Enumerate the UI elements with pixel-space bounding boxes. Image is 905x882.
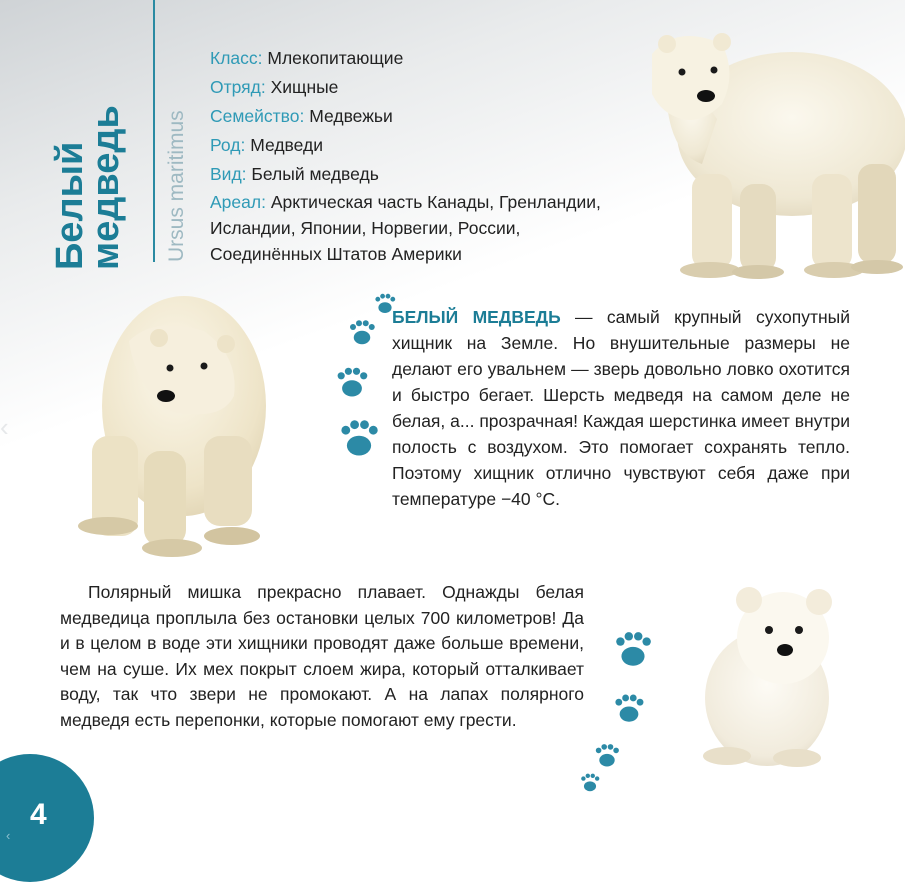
classification-row: Семейство: Медвежьи xyxy=(210,106,393,126)
page-title xyxy=(49,105,127,270)
page-number: 4 xyxy=(30,798,47,831)
description-lead: БЕЛЫЙ МЕДВЕДЬ xyxy=(392,307,561,327)
classification-list xyxy=(210,44,610,267)
paw-print-icon xyxy=(612,690,646,728)
paw-print-icon xyxy=(592,742,622,770)
title-divider xyxy=(153,0,155,262)
classification-row: Вид: Белый медведь xyxy=(210,164,379,184)
latin-name: Ursus maritimus xyxy=(165,110,188,262)
swimming-paragraph: Полярный мишка прекрасно плавает. Однажды белая медведица проплыла без остановки целых 700 километров! Да и в целом в воде эти хищники проводят даже больше времени, чем на суше. Их мех покрыт слоем жира, который отталкивает воду, так что звери не промокают. А на лапах полярного медведя есть перепонки, которые помогают ему грести. xyxy=(60,582,584,730)
description-paragraph xyxy=(392,304,850,512)
classification-row: Ареал: Арктическая часть Канады, Гренландии, Исландии, Японии, Норвегии, России, Соединённых Штатов Америки xyxy=(210,192,601,264)
bear-cub-image xyxy=(697,578,835,768)
classification-row: Род: Медведи xyxy=(210,135,323,155)
paw-print-icon xyxy=(334,365,370,401)
polar-bear-image xyxy=(622,24,905,280)
paw-print-icon xyxy=(347,318,377,348)
paw-print-icon xyxy=(612,626,654,674)
classification-row: Отряд: Хищные xyxy=(210,77,339,97)
page-title-line1: Белый xyxy=(49,141,91,270)
description-text: — самый крупный сухопутный хищник на Земле. Но внушительные размеры не делают его увальнем — зверь довольно ловко охотится и быстро бегает. Шерсть медведя на самом деле не белая, а... прозрачная! Каждая шерстинка имеет внутри полость с воздухом. Это помогает сохранять тепло. Поэтому хищник отлично чувствуют себя даже при температуре −40 °С. xyxy=(392,307,850,509)
classification-row: Класс: Млекопитающие xyxy=(210,48,404,68)
prev-arrow-icon[interactable]: ‹ xyxy=(6,828,11,843)
prev-page-arrow-icon[interactable]: ‹ xyxy=(0,412,9,442)
paw-print-icon xyxy=(578,772,602,794)
polar-bear-image xyxy=(74,286,266,562)
page-title-line2: медведь xyxy=(85,105,127,270)
paw-print-icon xyxy=(337,413,381,465)
